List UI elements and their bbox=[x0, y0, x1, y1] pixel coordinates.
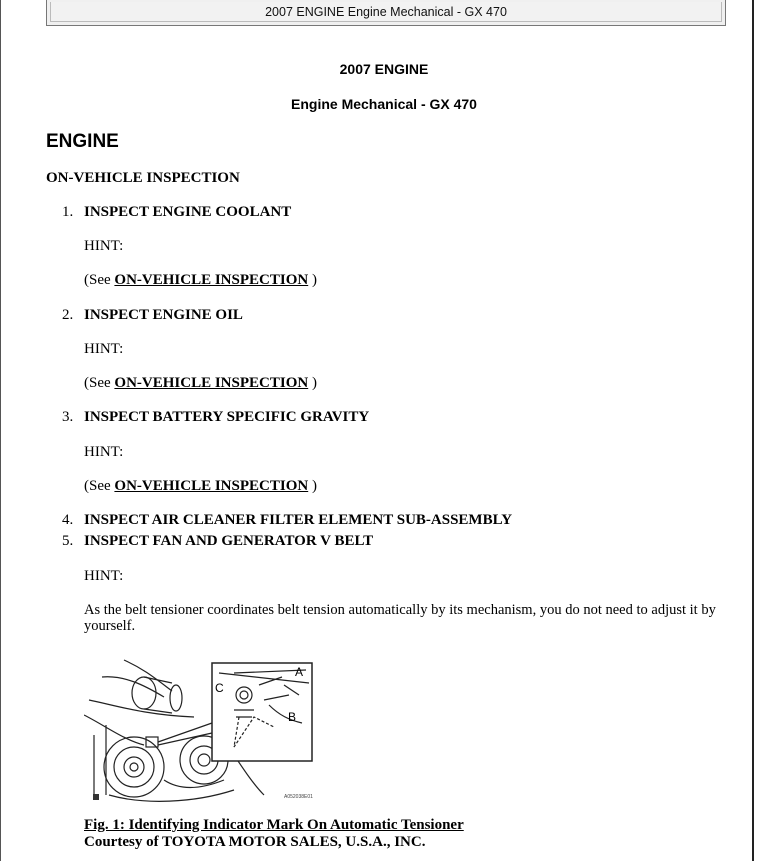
figure-courtesy: Courtesy of TOYOTA MOTOR SALES, U.S.A., INC. bbox=[84, 834, 426, 850]
step-2 bbox=[62, 307, 243, 324]
figure-title: Fig. 1: Identifying Indicator Mark On Automatic Tensioner bbox=[84, 817, 464, 833]
step-5 bbox=[62, 533, 373, 550]
see-prefix: (See bbox=[84, 272, 115, 288]
step-number: 3. bbox=[62, 409, 74, 425]
step-number: 4. bbox=[62, 512, 74, 528]
tensioner-illustration bbox=[84, 655, 344, 810]
subsection-heading: ON-VEHICLE INSPECTION bbox=[46, 170, 240, 186]
see-prefix: (See bbox=[84, 375, 115, 391]
see-reference bbox=[84, 478, 317, 495]
step-3 bbox=[62, 409, 369, 426]
page-border-left bbox=[0, 0, 1, 861]
step-4 bbox=[62, 512, 512, 529]
see-suffix: ) bbox=[308, 478, 317, 494]
see-prefix: (See bbox=[84, 478, 115, 494]
label-c: C bbox=[215, 681, 224, 695]
step-number: 2. bbox=[62, 307, 74, 323]
label-a: A bbox=[295, 665, 304, 679]
hint-label: HINT: bbox=[84, 341, 124, 357]
step-number: 1. bbox=[62, 204, 74, 220]
hint-label: HINT: bbox=[84, 568, 124, 584]
running-header bbox=[46, 0, 726, 26]
step-1 bbox=[62, 204, 291, 221]
step-label: INSPECT FAN AND GENERATOR V BELT bbox=[84, 533, 374, 549]
label-b: B bbox=[288, 710, 297, 724]
figure-code: A052038E01 bbox=[284, 794, 313, 800]
step-label: INSPECT BATTERY SPECIFIC GRAVITY bbox=[84, 409, 370, 425]
see-suffix: ) bbox=[308, 272, 317, 288]
see-suffix: ) bbox=[308, 375, 317, 391]
step-number: 5. bbox=[62, 533, 74, 549]
see-reference bbox=[84, 375, 317, 392]
hint-label: HINT: bbox=[84, 238, 124, 254]
document-title: 2007 ENGINE bbox=[339, 61, 429, 77]
step-label: INSPECT ENGINE OIL bbox=[84, 307, 243, 323]
section-heading: ENGINE bbox=[46, 131, 119, 152]
step-label: INSPECT AIR CLEANER FILTER ELEMENT SUB-ASSEMBLY bbox=[84, 512, 513, 528]
see-reference bbox=[84, 272, 317, 289]
page-border-right bbox=[752, 0, 754, 861]
running-header-title: 2007 ENGINE Engine Mechanical - GX 470 bbox=[50, 2, 722, 22]
document-subtitle: Engine Mechanical - GX 470 bbox=[291, 96, 477, 112]
on-vehicle-inspection-link[interactable]: ON-VEHICLE INSPECTION bbox=[114, 478, 309, 494]
step-label: INSPECT ENGINE COOLANT bbox=[84, 204, 292, 220]
figure-marker-icon bbox=[93, 794, 99, 800]
on-vehicle-inspection-link[interactable]: ON-VEHICLE INSPECTION bbox=[114, 375, 309, 391]
figure-caption bbox=[84, 817, 464, 851]
hint-body-text: As the belt tensioner coordinates belt tension automatically by its mechanism, you do not need to adjust it by yourself. bbox=[84, 602, 716, 634]
hint-label: HINT: bbox=[84, 444, 124, 460]
on-vehicle-inspection-link[interactable]: ON-VEHICLE INSPECTION bbox=[114, 272, 309, 288]
